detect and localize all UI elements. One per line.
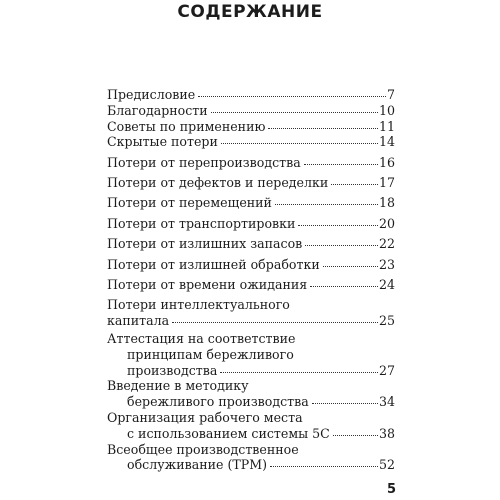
toc-entry-page: 7 [386,87,395,102]
toc-entry-title-line: с использованием системы 5С [127,425,330,441]
toc-entry-title: Потери от перемещений [107,195,272,211]
toc-entry-tpm[interactable] [107,442,395,474]
dot-leader [220,371,378,373]
dot-leader [333,434,378,436]
toc-entry-page: 16 [378,154,395,170]
toc-entry-title: Скрытые потери [107,134,218,150]
toc-subentry-overproduction[interactable] [107,155,395,171]
toc-entry-title: Благодарности [107,102,208,118]
toc-entry-title: Потери от времени ожидания [107,277,308,293]
dot-leader [275,203,378,205]
toc-entry-title: Потери от транспортировки [107,215,296,231]
dot-leader [221,142,378,144]
dot-leader [198,95,386,97]
toc-entry-page: 38 [378,425,395,441]
toc-entry-title-line: Введение в методику [107,378,249,394]
toc-entry-title: Советы по применению [107,118,266,134]
toc-entry-title-line: принципам бережливого [127,346,294,362]
toc-entry-page: 14 [378,134,395,150]
dot-leader [323,265,378,267]
dot-leader [304,163,378,165]
toc-entry-usage-tips[interactable] [107,119,395,135]
toc-subentry-defects[interactable] [107,175,395,191]
toc-subentry-inventory[interactable] [107,236,395,252]
toc-entry-5s-workplace[interactable] [107,410,395,442]
toc-entry-title-line: Всеобщее производственное [107,441,299,457]
dot-leader [270,465,378,467]
toc-entry-page: 17 [378,175,395,191]
toc-entry-lean-certification[interactable] [107,331,395,378]
toc-entry-acknowledgements[interactable] [107,103,395,119]
dot-leader [172,321,378,323]
toc-entry-page: 22 [378,236,395,252]
toc-entry-title-line: капитала [107,313,170,329]
dot-leader [312,402,378,404]
dot-leader [331,183,378,185]
toc-subentry-waiting[interactable] [107,277,395,293]
dot-leader [305,244,378,246]
toc-entry-title-line: Организация рабочего места [107,410,303,425]
toc-entry-page: 23 [378,256,395,272]
toc-subentry-overprocessing[interactable] [107,257,395,273]
dot-leader [211,111,378,113]
dot-leader [298,224,378,226]
toc-subentry-intellectual-capital[interactable] [107,297,395,329]
toc-subentry-motion[interactable] [107,195,395,211]
toc-entry-title-line: бережливого производства [127,394,309,410]
dot-leader [310,285,378,287]
page-heading: СОДЕРЖАНИЕ [177,2,323,22]
toc-entry-page: 52 [378,457,395,473]
table-of-contents [107,87,395,473]
toc-entry-title: Потери от дефектов и переделки [107,175,329,191]
toc-entry-hidden-losses[interactable] [107,134,395,150]
toc-entry-title-line: Аттестация на соответствие [107,331,296,347]
toc-entry-title: Потери от перепроизводства [107,154,301,170]
toc-entry-title: Потери от излишней обработки [107,256,320,272]
toc-entry-page: 11 [378,118,395,134]
dot-leader [268,127,378,129]
toc-entry-page: 25 [378,313,395,329]
toc-entry-lean-introduction[interactable] [107,378,395,410]
toc-entry-page: 20 [378,215,395,231]
toc-subentry-transportation[interactable] [107,216,395,232]
toc-entry-title: Предисловие [107,87,196,102]
toc-entry-title-line: производства [127,362,218,378]
toc-entry-page: 10 [378,102,395,118]
toc-entry-title-line: обслуживание (TPM) [127,457,268,473]
toc-entry-title-line: Потери интеллектуального [107,297,290,313]
page-number: 5 [386,482,396,497]
toc-entry-title: Потери от излишних запасов [107,236,303,252]
toc-entry-page: 18 [378,195,395,211]
toc-entry-page: 24 [378,277,395,293]
toc-entry-page: 34 [378,394,395,410]
toc-entry-page: 27 [378,362,395,378]
toc-entry-preface[interactable] [107,87,395,103]
